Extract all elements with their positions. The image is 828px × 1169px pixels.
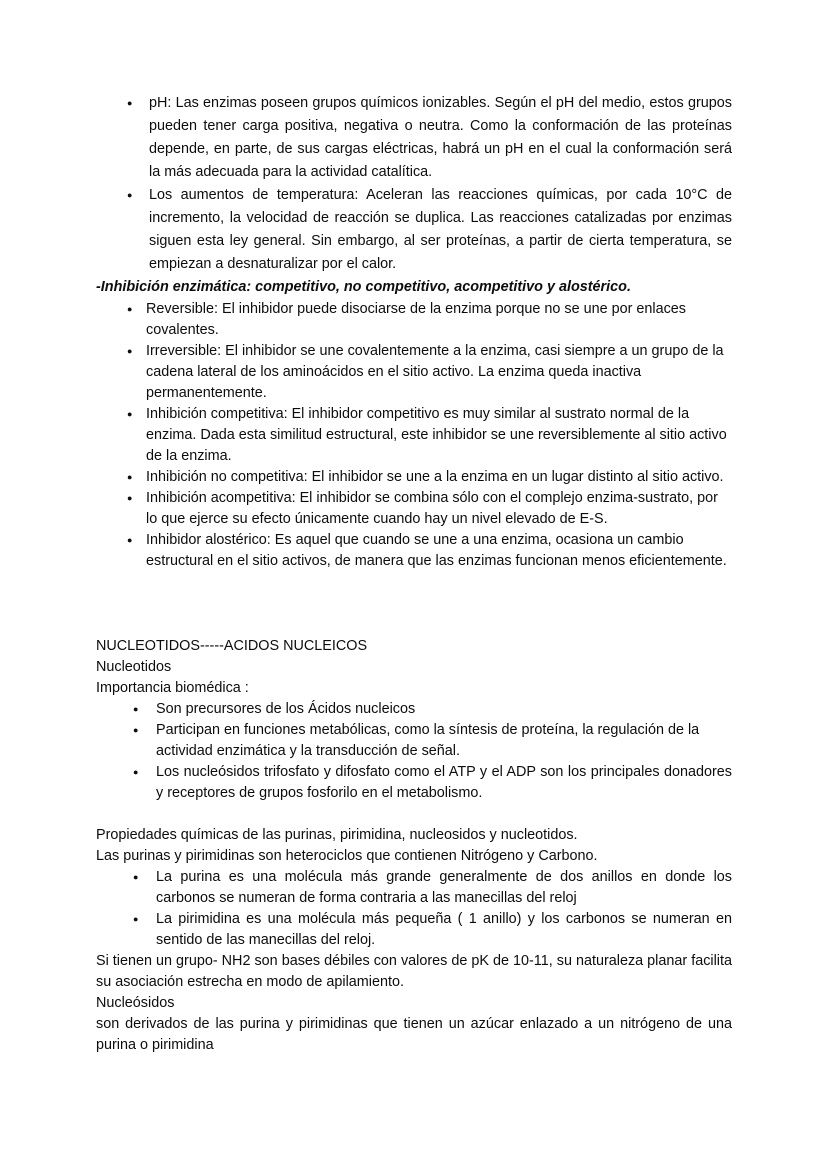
paragraph-spacer xyxy=(96,804,732,825)
nucleosides-description: son derivados de las purina y pirimidinas que tienen un azúcar enlazado a un nitrógeno de una purina o pirimidina xyxy=(96,1016,732,1053)
list-item: ● Inhibidor alostérico: Es aquel que cuando se une a una enzima, ocasiona un cambio estructural en el sitio activos, de manera que las enzimas funcionan menos eficientemente. xyxy=(96,530,732,572)
list-item: ● Los nucleósidos trifosfato y difosfato como el ATP y el ADP son los principales donadores y receptores de grupos fosforilo en el metabolismo. xyxy=(96,762,732,804)
list-item: ● Participan en funciones metabólicas, como la síntesis de proteína, la regulación de la actividad enzimática y la transducción de señal. xyxy=(96,720,732,762)
list-item: ● Inhibición competitiva: El inhibidor competitivo es muy similar al sustrato normal de la enzima. Dada esta similitud estructural, este inhibidor se une reversiblemente al sitio activo de la enzima. xyxy=(96,404,732,467)
nucleotides-subtitle: Nucleotidos xyxy=(96,659,172,675)
properties-intro-line-1: Propiedades químicas de las purinas, pirimidina, nucleosidos y nucleotidos. xyxy=(96,827,578,843)
nucleotides-section-title: NUCLEOTIDOS-----ACIDOS NUCLEICOS xyxy=(96,638,368,654)
list-item: ● Reversible: El inhibidor puede disociarse de la enzima porque no se une por enlaces covalentes. xyxy=(96,299,732,341)
document-body xyxy=(96,92,732,1056)
weak-bases-note: Si tienen un grupo- NH2 son bases débiles con valores de pK de 10-11, su naturaleza planar facilita su asociación estrecha en modo de apilamiento. xyxy=(96,953,732,990)
list-item: ● La purina es una molécula más grande generalmente de dos anillos en donde los carbonos se numeran de forma contraria a las manecillas del reloj xyxy=(96,867,732,909)
list-item: ● La pirimidina es una molécula más pequeña ( 1 anillo) y los carbonos se numeran en sentido de las manecillas del reloj. xyxy=(96,909,732,951)
biomedical-importance-label: Importancia biomédica : xyxy=(96,680,249,696)
inhibition-heading: -Inhibición enzimática: competitivo, no competitivo, acompetitivo y alostérico. xyxy=(96,279,631,295)
nucleosides-heading: Nucleósidos xyxy=(96,995,175,1011)
list-item: ● Son precursores de los Ácidos nucleicos xyxy=(96,699,732,720)
list-item: ● Inhibición no competitiva: El inhibidor se une a la enzima en un lugar distinto al sitio activo. xyxy=(96,467,732,488)
section-spacer xyxy=(96,572,732,636)
list-item: ● Los aumentos de temperatura: Aceleran las reacciones químicas, por cada 10°C de incremento, la velocidad de reacción se duplica. Las reacciones catalizadas por enzimas siguen esta ley general. Sin embargo, al ser proteínas, a partir de cierta temperatura, se empiezan a desnaturalizar por el calor. xyxy=(96,184,732,276)
list-item: ● Inhibición acompetitiva: El inhibidor se combina sólo con el complejo enzima-sustrato, por lo que ejerce su efecto únicamente cuando hay un nivel elevado de E-S. xyxy=(96,488,732,530)
list-item: ● Irreversible: El inhibidor se une covalentemente a la enzima, casi siempre a un grupo de la cadena lateral de los aminoácidos en el sitio activo. La enzima queda inactiva permanentemente. xyxy=(96,341,732,404)
purine-pyrimidine-list xyxy=(96,867,732,951)
list-item: ● pH: Las enzimas poseen grupos químicos ionizables. Según el pH del medio, estos grupos pueden tener carga positiva, negativa o neutra. Como la conformación de las proteínas depende, en parte, de sus cargas eléctricas, habrá un pH en el cual la conformación será la más adecuada para la actividad catalítica. xyxy=(96,92,732,184)
inhibition-types-list xyxy=(96,299,732,572)
properties-intro-line-2: Las purinas y pirimidinas son heterociclos que contienen Nitrógeno y Carbono. xyxy=(96,848,598,864)
enzyme-factors-list xyxy=(96,92,732,276)
biomedical-importance-list xyxy=(96,699,732,804)
